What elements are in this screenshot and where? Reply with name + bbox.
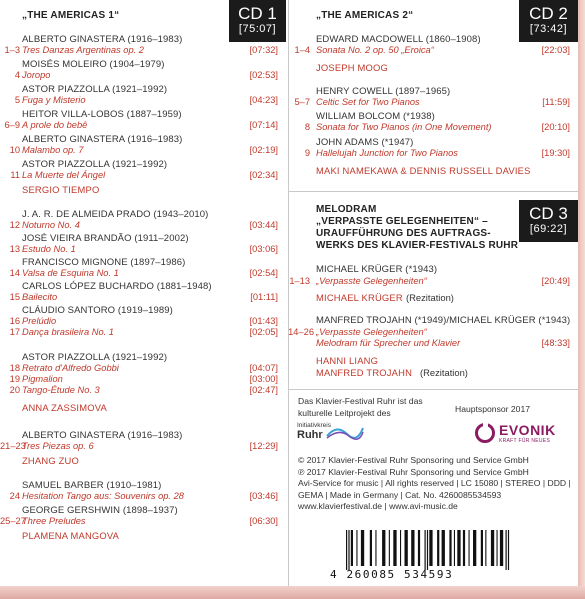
composer: FRANCISCO MIGNONE (1897–1986) xyxy=(22,257,186,268)
performer: ANNA ZASSIMOVA xyxy=(22,402,107,413)
track-number: 10 xyxy=(9,145,20,155)
track-number: 1–4 xyxy=(294,45,310,55)
performer: HANNI LIANG xyxy=(316,355,379,366)
duration: [01:43] xyxy=(249,316,278,326)
duration: [02:34] xyxy=(249,170,278,180)
duration: [48:33] xyxy=(541,338,570,348)
barcode-bar xyxy=(500,530,503,566)
work-title: Prelúdio xyxy=(22,316,57,326)
composer: JOHN ADAMS (*1947) xyxy=(316,137,414,148)
duration: [07:32] xyxy=(249,45,278,55)
logo-text: Ruhr xyxy=(297,429,323,441)
duration: [11:59] xyxy=(542,97,570,107)
track-number: 1–13 xyxy=(289,276,310,286)
track-number: 24 xyxy=(9,491,20,501)
barcode-bar xyxy=(375,530,376,566)
track-number: 13 xyxy=(9,244,20,254)
composer: ALBERTO GINASTERA (1916–1983) xyxy=(22,34,183,45)
work-title: Tres Danzas Argentinas op. 2 xyxy=(22,45,144,55)
performer: JOSEPH MOOG xyxy=(316,62,388,73)
info-line: kulturelle Leitprojekt des xyxy=(298,407,391,418)
track-number: 11 xyxy=(10,170,20,180)
barcode-bar xyxy=(449,530,451,566)
composer: HENRY COWELL (1897–1965) xyxy=(316,86,451,97)
barcode-bar xyxy=(425,530,426,570)
evonik-logo xyxy=(474,420,564,446)
barcode-bar xyxy=(508,530,509,570)
track-number: 1–3 xyxy=(4,45,20,55)
composer: ALBERTO GINASTERA (1916–1983) xyxy=(22,430,183,441)
barcode-bar xyxy=(405,530,408,566)
duration: [01:11] xyxy=(250,292,278,302)
track-number: 21–23 xyxy=(0,441,26,451)
composer: JOSÉ VIEIRA BRANDÃO (1911–2002) xyxy=(22,233,189,244)
work-title: Bailecito xyxy=(22,292,58,302)
barcode-digits: 4 260085 534593 xyxy=(330,568,454,581)
work-title: Sonata for Two Pianos (in One Movement) xyxy=(316,122,492,132)
barcode-bar xyxy=(473,530,476,566)
cd3-badge xyxy=(519,200,578,242)
duration: [06:30] xyxy=(249,516,278,526)
barcode-bar xyxy=(457,530,460,566)
duration: [02:05] xyxy=(249,327,278,337)
evonik-wordmark: EVONIK xyxy=(499,422,556,438)
composer: MOISÉS MOLEIRO (1904–1979) xyxy=(22,59,165,70)
track-number: 5–7 xyxy=(294,97,310,107)
composer: ASTOR PIAZZOLLA (1921–1992) xyxy=(22,159,168,170)
barcode-bar xyxy=(463,530,465,566)
barcode-bar xyxy=(370,530,372,566)
cd2-title: „THE AMERICAS 2“ xyxy=(316,10,414,21)
barcode-bar xyxy=(497,530,498,566)
barcode-bar xyxy=(429,530,432,566)
cd3-title-line: WERKS DES KLAVIER-FESTIVALS RUHR xyxy=(316,240,519,251)
composer: ASTOR PIAZZOLLA (1921–1992) xyxy=(22,352,168,363)
info-line: Avi-Service for music | All rights reserved | LC 15080 | STEREO | DDD | xyxy=(298,478,571,488)
cd1-title: „THE AMERICAS 1“ xyxy=(22,10,120,21)
barcode-bar xyxy=(361,530,364,566)
barcode-bar xyxy=(491,530,494,566)
work-title: Hesitation Tango aus: Souvenirs op. 28 xyxy=(22,491,184,501)
track-number: 6–9 xyxy=(4,120,20,130)
work-title: Retrato d'Alfredo Gobbi xyxy=(22,363,119,373)
composer: WILLIAM BOLCOM (*1938) xyxy=(316,111,435,122)
track-number: 15 xyxy=(9,292,20,302)
work-title: Noturno No. 4 xyxy=(22,220,80,230)
evonik-mark-icon xyxy=(474,422,496,444)
duration: [19:30] xyxy=(541,148,570,158)
section-divider xyxy=(289,191,578,192)
cd2-label: CD 2 xyxy=(529,4,568,23)
barcode-bar xyxy=(427,530,428,570)
performer: MAKI NAMEKAWA & DENNIS RUSSELL DAVIES xyxy=(316,165,531,176)
work-title: „Verpasste Gelegenheiten“ xyxy=(316,276,427,286)
composer: MICHAEL KRÜGER (*1943) xyxy=(316,264,438,275)
barcode xyxy=(330,530,530,580)
track-number: 25–27 xyxy=(0,516,26,526)
work-title: Valsa de Esquina No. 1 xyxy=(22,268,119,278)
work-title: Celtic Set for Two Pianos xyxy=(316,97,420,107)
cd3-title-line: „VERPASSTE GELEGENHEITEN“ – xyxy=(316,216,488,227)
barcode-bar xyxy=(400,530,401,566)
cd1-badge xyxy=(229,0,286,42)
barcode-bar xyxy=(454,530,455,566)
duration: [02:54] xyxy=(249,268,278,278)
performer-role: (Rezitation) xyxy=(406,292,454,303)
composer: SAMUEL BARBER (1910–1981) xyxy=(22,480,162,491)
cd3-title-line: MELODRAM xyxy=(316,204,377,215)
track-number: 14–26 xyxy=(288,327,314,337)
cd3-time: [69:22] xyxy=(529,223,568,235)
duration: [20:49] xyxy=(541,276,570,286)
work-title: Dança brasileira No. 1 xyxy=(22,327,114,337)
duration: [02:47] xyxy=(249,385,278,395)
track-number: 8 xyxy=(304,122,310,132)
cd3-title-line: URAUFFÜHRUNG DES AUFTRAGS- xyxy=(316,228,491,239)
work-title: Fuga y Misterio xyxy=(22,95,86,105)
track-number: 9 xyxy=(304,148,310,158)
barcode-bar xyxy=(411,530,414,566)
track-number: 14 xyxy=(9,268,20,278)
work-title: Pigmalion xyxy=(22,374,63,384)
barcode-bars xyxy=(344,530,524,570)
composer: CARLOS LÓPEZ BUCHARDO (1881–1948) xyxy=(22,281,212,292)
barcode-bar xyxy=(382,530,385,566)
barcode-bar xyxy=(506,530,507,570)
track-number: 5 xyxy=(14,95,20,105)
work-title: „Verpasste Gelegenheiten“ xyxy=(316,327,427,337)
work-title: Joropo xyxy=(22,70,51,80)
initiativkreis-ruhr-logo xyxy=(297,422,367,442)
performer: ZHANG ZUO xyxy=(22,455,80,466)
performer: PLAMENA MANGOVA xyxy=(22,530,120,541)
work-title: Sonata No. 2 op. 50 „Eroica“ xyxy=(316,45,434,55)
composer: HEITOR VILLA-LOBOS (1887–1959) xyxy=(22,109,182,120)
track-number: 4 xyxy=(14,70,20,80)
work-title: Estudo No. 1 xyxy=(22,244,76,254)
info-line: Das Klavier-Festival Ruhr ist das xyxy=(298,396,423,406)
cd3-title xyxy=(316,204,518,252)
performer: MANFRED TROJAHN xyxy=(316,367,413,378)
info-line: ℗ 2017 Klavier-Festival Ruhr Sponsoring und Service GmbH xyxy=(298,466,529,477)
work-title: Tres Piezas op. 6 xyxy=(22,441,94,451)
barcode-bar xyxy=(346,530,347,570)
barcode-bar xyxy=(485,530,486,566)
logo-text: Initiativkreis xyxy=(297,422,331,429)
work-title: A prole do bebê xyxy=(22,120,88,130)
performer: MICHAEL KRÜGER xyxy=(316,292,403,303)
duration: [02:19] xyxy=(249,145,278,155)
duration: [03:44] xyxy=(249,220,278,230)
sponsor-label: Hauptsponsor 2017 xyxy=(455,404,531,414)
barcode-bar xyxy=(481,530,483,566)
cd2-time: [73:42] xyxy=(529,23,568,35)
composer: J. A. R. DE ALMEIDA PRADO (1943–2010) xyxy=(22,209,209,220)
work-subtitle: Melodram für Sprecher und Klavier xyxy=(316,338,461,348)
composer: ASTOR PIAZZOLLA (1921–1992) xyxy=(22,84,168,95)
cd2-badge xyxy=(519,0,578,42)
composer: ALBERTO GINASTERA (1916–1983) xyxy=(22,134,183,145)
performer-role: (Rezitation) xyxy=(420,367,468,378)
info-line: GEMA | Made in Germany | Cat. No. 4260085534593 xyxy=(298,489,502,500)
barcode-bar xyxy=(469,530,470,566)
work-title: Hallelujah Junction for Two Pianos xyxy=(316,148,458,158)
barcode-bar xyxy=(351,530,353,566)
duration: [22:03] xyxy=(541,45,570,55)
track-number: 20 xyxy=(9,385,20,395)
barcode-bar xyxy=(442,530,445,566)
duration: [02:53] xyxy=(249,70,278,80)
composer: CLÁUDIO SANTORO (1919–1989) xyxy=(22,305,173,316)
barcode-bar xyxy=(348,530,349,570)
barcode-bar xyxy=(393,530,396,566)
section-divider xyxy=(289,389,578,390)
duration: [03:46] xyxy=(249,491,278,501)
legal-info xyxy=(298,455,571,513)
cd3-label: CD 3 xyxy=(529,204,568,223)
duration: [07:14] xyxy=(249,120,278,130)
composer: MANFRED TROJAHN (*1949)/MICHAEL KRÜGER (*1943) xyxy=(316,315,571,326)
work-title: Three Preludes xyxy=(22,516,86,526)
barcode-bar xyxy=(389,530,390,566)
cd1-time: [75:07] xyxy=(238,23,277,35)
column-divider xyxy=(288,0,289,586)
track-number: 17 xyxy=(9,327,20,337)
track-number: 16 xyxy=(9,316,20,326)
barcode-bar xyxy=(356,530,357,566)
duration: [12:29] xyxy=(249,441,278,451)
work-title: Tango-Étude No. 3 xyxy=(22,385,100,395)
ruhr-wave-icon xyxy=(325,424,365,440)
case-edge-bottom xyxy=(0,586,585,599)
barcode-bar xyxy=(437,530,439,566)
duration: [04:23] xyxy=(249,95,278,105)
composer: EDWARD MACDOWELL (1860–1908) xyxy=(316,34,481,45)
duration: [04:07] xyxy=(249,363,278,373)
info-line: © 2017 Klavier-Festival Ruhr Sponsoring und Service GmbH xyxy=(298,455,529,465)
work-title: La Muerte del Ángel xyxy=(22,170,106,180)
track-number: 19 xyxy=(9,374,20,384)
duration: [03:00] xyxy=(249,374,278,384)
info-line: www.klavierfestival.de | www.avi-music.de xyxy=(298,501,458,511)
duration: [03:06] xyxy=(249,244,278,254)
barcode-bar xyxy=(418,530,420,566)
work-title: Malambo op. 7 xyxy=(22,145,84,155)
track-number: 12 xyxy=(9,220,20,230)
track-number: 18 xyxy=(9,363,20,373)
performer: SERGIO TIEMPO xyxy=(22,184,100,195)
cd1-label: CD 1 xyxy=(238,4,277,23)
festival-lead xyxy=(298,396,423,419)
case-edge xyxy=(578,0,585,599)
evonik-tagline: KRAFT FÜR NEUES xyxy=(499,438,551,444)
composer: GEORGE GERSHWIN (1898–1937) xyxy=(22,505,178,516)
duration: [20:10] xyxy=(541,122,570,132)
